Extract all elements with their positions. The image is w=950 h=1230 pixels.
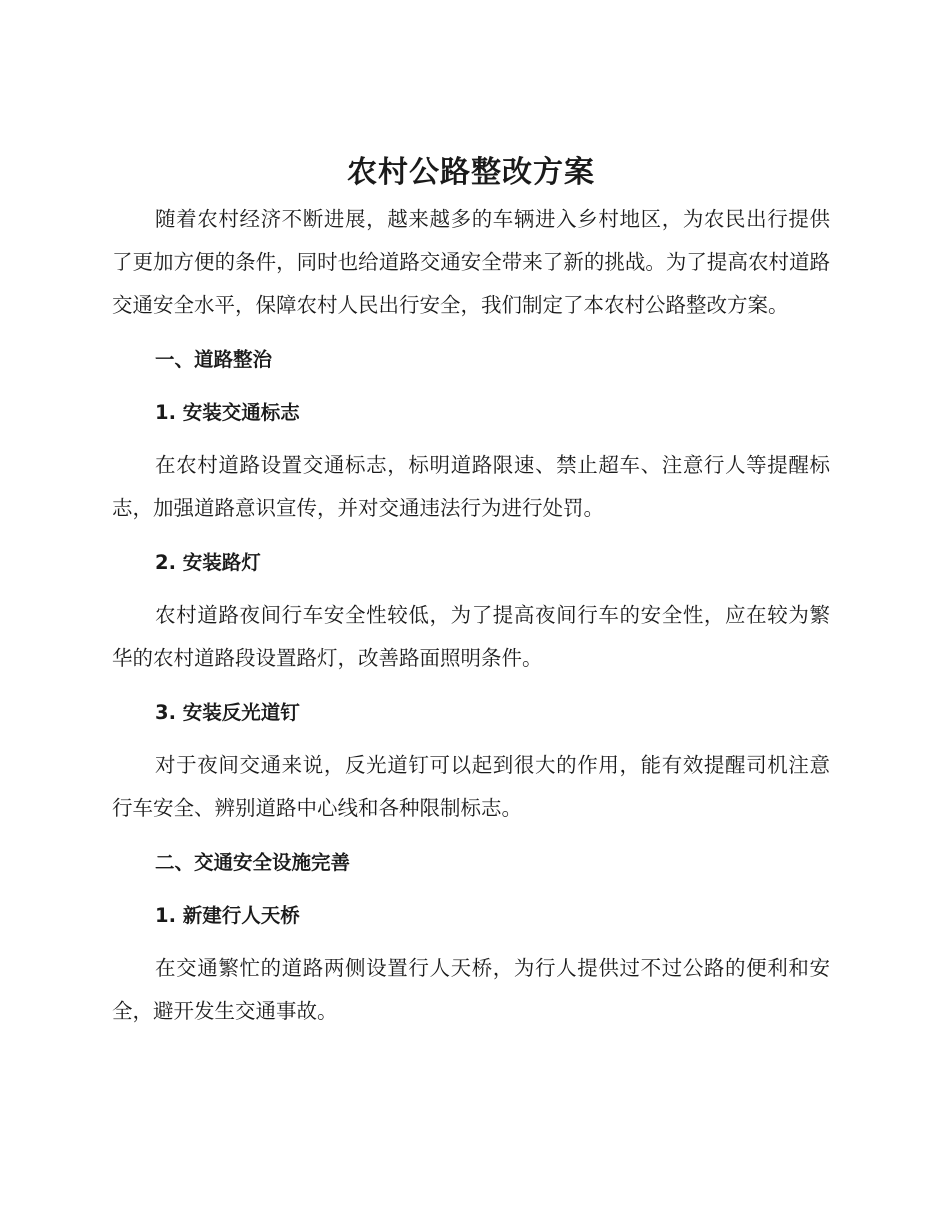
intro-paragraph: 随着农村经济不断进展，越来越多的车辆进入乡村地区，为农民出行提供了更加方便的条件，同时也给道路交通安全带来了新的挑战。为了提高农村道路交通安全水平，保障农村人民出行安全，我们制定了本农村公路整改方案。	[112, 207, 830, 317]
subheading-street-lights: 2. 安装路灯	[155, 551, 261, 574]
paragraph-reflective-studs: 对于夜间交通来说，反光道钉可以起到很大的作用，能有效提醒司机注意行车安全、辨别道路中心线和各种限制标志。	[112, 753, 830, 820]
paragraph-pedestrian-bridge: 在交通繁忙的道路两侧设置行人天桥，为行人提供过不过公路的便利和安全，避开发生交通事故。	[112, 956, 830, 1023]
document-title: 农村公路整改方案	[347, 155, 595, 190]
subheading-traffic-signs: 1. 安装交通标志	[155, 401, 300, 424]
paragraph-street-lights: 农村道路夜间行车安全性较低，为了提高夜间行车的安全性，应在较为繁华的农村道路段设置路灯，改善路面照明条件。	[112, 603, 830, 670]
document-page	[112, 148, 830, 1044]
section-heading-safety-facilities: 二、交通安全设施完善	[155, 851, 351, 874]
subheading-reflective-studs: 3. 安装反光道钉	[155, 701, 300, 724]
paragraph-traffic-signs: 在农村道路设置交通标志，标明道路限速、禁止超车、注意行人等提醒标志，加强道路意识宣传，并对交通违法行为进行处罚。	[112, 453, 830, 520]
subheading-pedestrian-bridge: 1. 新建行人天桥	[155, 904, 300, 927]
section-heading-road-renovation: 一、道路整治	[155, 348, 273, 371]
